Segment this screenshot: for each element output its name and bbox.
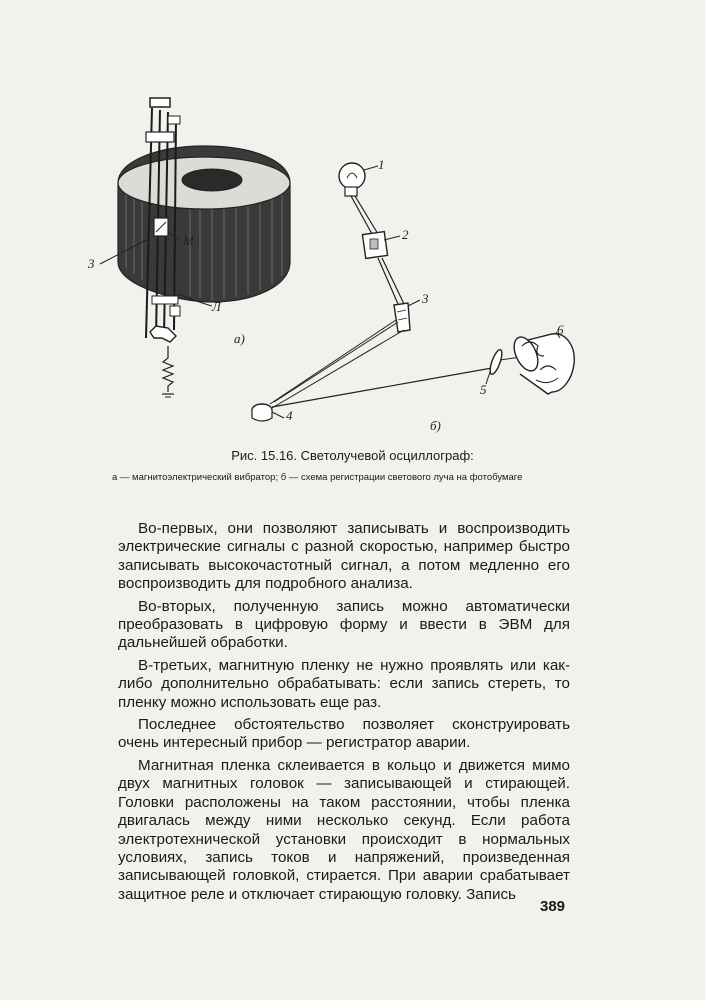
body-text (118, 520, 570, 908)
figure-oscillograph (0, 0, 705, 440)
label-5: 5 (480, 382, 487, 397)
lamp (339, 163, 365, 189)
vibrator-drawing (100, 98, 290, 397)
paragraph: Последнее обстоятельство позволяет сконструировать очень интересный прибор — регистратор аварии. (118, 716, 570, 752)
lens-5 (488, 348, 504, 375)
label-1: 1 (378, 157, 385, 172)
prism (394, 303, 410, 332)
figure-caption-description: а — магнитоэлектрический вибратор; б — схема регистрации светового луча на фотобумаге (112, 472, 523, 483)
vibrator-spring (163, 346, 173, 392)
light-scheme (252, 163, 574, 421)
label-3a: 3 (88, 256, 95, 271)
figure-caption-title: Рис. 15.16. Светолучевой осциллограф: (231, 448, 474, 463)
vibrator-grip (150, 326, 176, 342)
label-m: М (183, 233, 194, 248)
magnet-ring-hole (182, 169, 242, 191)
paragraph: Во-вторых, полученную запись можно автоматически преобразовать в цифровую форму и ввести в ЭВМ для дальнейшей обработки. (118, 597, 570, 652)
label-l: Л (212, 299, 221, 314)
label-6: 6 (557, 322, 564, 337)
page-number: 389 (540, 898, 566, 915)
oscillograph-drawing (0, 0, 705, 440)
label-2: 2 (402, 227, 409, 242)
label-part-b: б) (430, 418, 441, 433)
paragraph: Магнитная пленка склеивается в кольцо и движется мимо двух магнитных головок — записывающей и стирающей. Головки расположены на таком расстоянии, чтобы пленка двигалась между ними несколько секунд. Если работа электротехнической установки происходит в нормальных условиях, запись токов и напряжений, произведенная записывающей головкой, стирается. При аварии срабатывает защитное реле и отключает стирающую головку. Запись (118, 756, 570, 903)
label-part-a: а) (234, 331, 245, 346)
vibrator-top-cap (150, 98, 170, 107)
paragraph: В-третьих, магнитную пленку не нужно проявлять или как-либо дополнительно обрабатывать: если запись стереть, то пленку можно использовать еще раз. (118, 656, 570, 711)
paragraph: Во-первых, они позволяют записывать и воспроизводить электрические сигналы с разной скоростью, например быстро записывать высокочастотный сигнал, а потом медленно его воспроизводить для подробного анализа. (118, 520, 570, 593)
label-4: 4 (286, 408, 293, 423)
label-3b: 3 (422, 291, 429, 306)
